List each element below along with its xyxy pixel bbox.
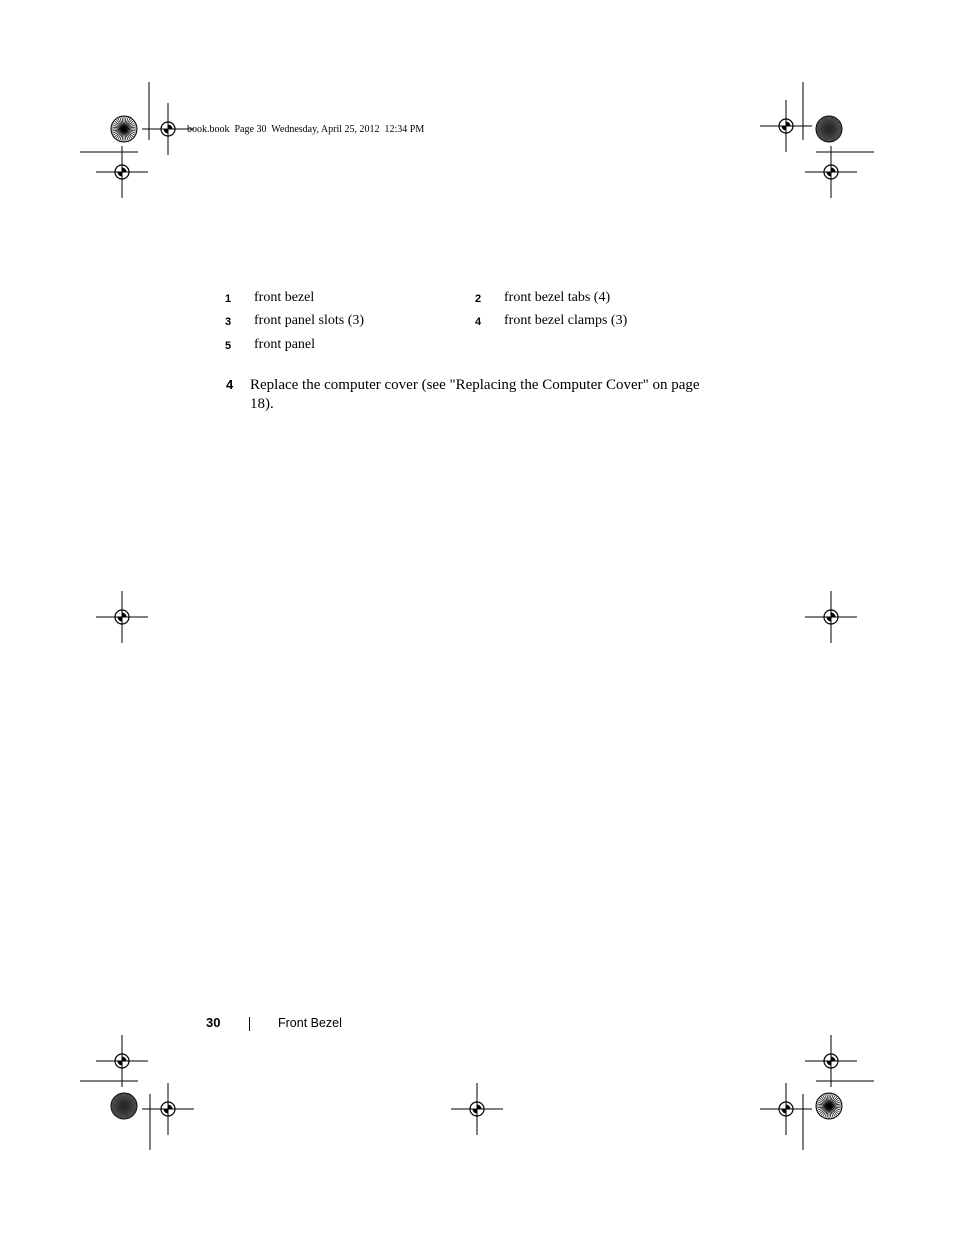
starburst-icon (111, 116, 137, 142)
registration-target-icon (451, 1083, 503, 1135)
page-number: 30 (206, 1015, 221, 1030)
footer-section-title: Front Bezel (278, 1016, 342, 1030)
registration-target-icon (760, 1083, 812, 1135)
registration-target-icon (96, 1035, 148, 1087)
legend-label-4: front bezel clamps (3) (504, 313, 628, 328)
print-slug: book.book Page 30 Wednesday, April 25, 2012 12:34 PM (187, 124, 425, 135)
step-text: Replace the computer cover (see "Replacing the Computer Cover" on page 18). (250, 377, 700, 412)
legend-number-5: 5 (225, 340, 232, 352)
registration-target-icon (96, 591, 148, 643)
registration-target-icon (805, 146, 857, 198)
legend-number-4: 4 (475, 316, 482, 328)
legend-label-2: front bezel tabs (4) (504, 290, 611, 305)
registration-dot-icon (816, 116, 842, 142)
legend-label-5: front panel (254, 337, 316, 352)
registration-target-icon (805, 591, 857, 643)
step-number: 4 (226, 377, 234, 392)
footer-separator (249, 1017, 250, 1031)
registration-target-icon (96, 146, 148, 198)
legend-label-3: front panel slots (3) (254, 313, 365, 328)
legend-number-2: 2 (475, 293, 482, 305)
registration-target-icon (805, 1035, 857, 1087)
starburst-icon (816, 1093, 842, 1119)
legend-number-3: 3 (225, 316, 232, 328)
registration-dot-icon (111, 1093, 137, 1119)
registration-target-icon (760, 100, 812, 152)
legend-label-1: front bezel (254, 290, 315, 305)
legend-number-1: 1 (225, 293, 232, 305)
